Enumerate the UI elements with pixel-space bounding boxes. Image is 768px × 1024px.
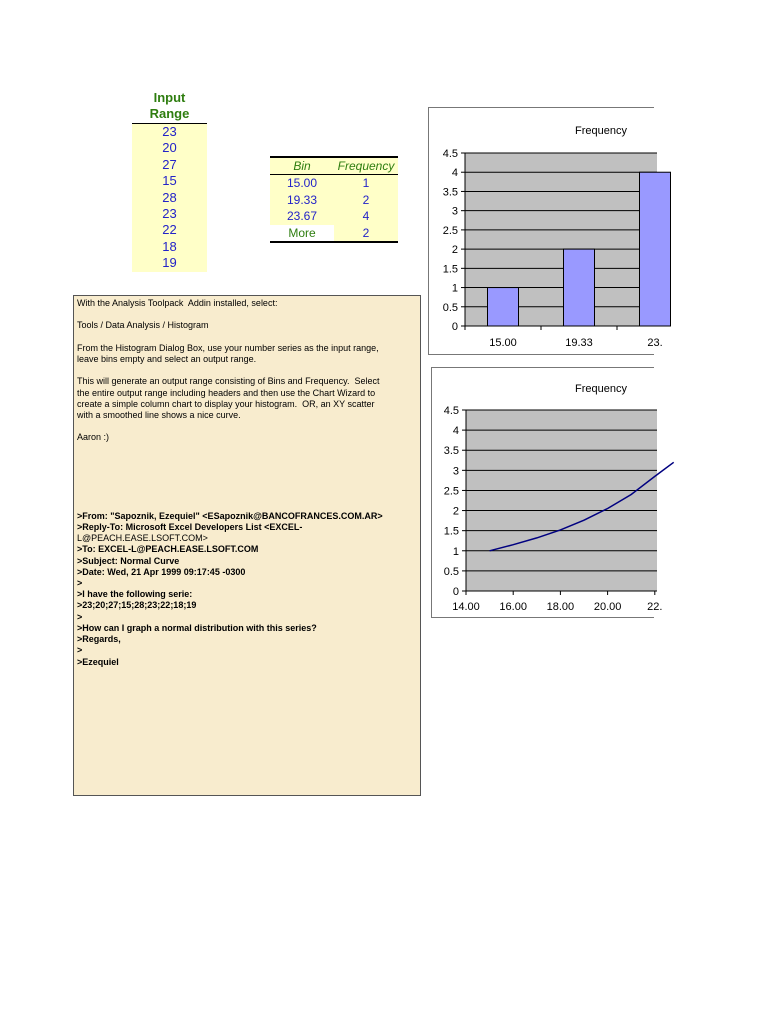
y-tick-label: 1.5 (443, 525, 459, 538)
note-line: From the Histogram Dialog Box, use your number series as the input range, (77, 342, 379, 353)
bin-cell[interactable]: 23.67 (286, 209, 318, 223)
input-cell[interactable]: 28 (162, 189, 177, 205)
y-tick-label: 3.5 (443, 445, 459, 458)
y-tick-label: 0 (451, 321, 458, 333)
note-line: >Subject: Normal Curve (77, 555, 180, 566)
y-tick-label: 0.5 (443, 565, 459, 578)
note-line: >Regards, (77, 634, 121, 645)
note-line: With the Analysis Toolpack Addin installed, select: (77, 298, 278, 308)
y-tick-label: 1 (451, 282, 458, 295)
input-range-header-line2: Range (149, 106, 190, 121)
note-line: > (77, 611, 83, 622)
histogram-bar (640, 172, 671, 326)
input-cell[interactable]: 15 (162, 173, 177, 189)
y-tick-label: 2 (451, 244, 458, 257)
y-tick-label: 2 (452, 505, 459, 518)
note-line (77, 444, 417, 455)
y-tick-label: 4.5 (442, 148, 458, 160)
bin-table-header (270, 156, 398, 175)
bin-cell[interactable]: 15.00 (286, 176, 318, 190)
note-line (77, 455, 417, 466)
x-tick-label: 19.33 (565, 337, 593, 349)
input-cell[interactable]: 19 (162, 255, 177, 271)
x-tick-label: 14.00 (452, 601, 480, 613)
line-chart-svg (432, 368, 663, 619)
frequency-line-chart[interactable] (431, 367, 663, 618)
note-line (77, 500, 417, 511)
input-range-header-line1: Input (153, 90, 186, 105)
note-line: >23;20;27;15;28;23;22;18;19 (77, 600, 197, 611)
bin-frequency-table (270, 156, 398, 243)
note-line: > (77, 578, 83, 589)
note-line: >From: "Sapoznik, Ezequiel" <ESapoznik@BANCOFRANCES.COM.AR> (77, 510, 383, 521)
x-tick-label: 20.00 (593, 601, 622, 613)
y-tick-label: 3 (452, 465, 459, 478)
histogram-chart-svg (429, 108, 663, 356)
note-line: >To: EXCEL-L@PEACH.EASE.LSOFT.COM (77, 544, 259, 555)
x-tick-label: 15.00 (489, 337, 517, 349)
x-tick-label: 16.00 (499, 601, 527, 613)
chart-title: Frequency (575, 125, 627, 137)
y-tick-label: 2.5 (443, 485, 459, 498)
note-line: > (77, 645, 83, 656)
y-tick-label: 4 (452, 425, 459, 438)
chart-title: Frequency (575, 383, 627, 395)
y-tick-label: 2.5 (442, 224, 458, 237)
input-range-header (132, 90, 207, 124)
y-tick-label: 4 (451, 167, 458, 180)
note-line: leave bins empty and select an output range. (77, 354, 257, 365)
frequency-cell[interactable]: 1 (362, 176, 370, 190)
x-tick-label: 22. (647, 601, 663, 613)
table-row (270, 208, 398, 225)
note-line (77, 466, 417, 477)
input-cell[interactable]: 18 (162, 238, 177, 254)
input-range-column (132, 90, 207, 272)
input-cell[interactable]: 22 (162, 222, 177, 238)
note-line: >Ezequiel (77, 656, 119, 667)
histogram-bar (564, 249, 595, 326)
note-line (77, 365, 417, 376)
y-tick-label: 1.5 (442, 263, 458, 276)
y-tick-label: 3.5 (442, 186, 458, 199)
input-cell[interactable]: 23 (162, 124, 177, 139)
y-tick-label: 0.5 (442, 301, 458, 314)
bin-cell[interactable]: 19.33 (286, 192, 318, 207)
y-tick-label: 0 (452, 586, 459, 598)
histogram-column-chart[interactable] (428, 107, 663, 355)
histogram-bar (488, 288, 519, 326)
input-cell[interactable]: 23 (162, 205, 177, 221)
note-line: create a simple column chart to display your histogram. OR, an XY scatter (77, 398, 375, 409)
note-line: L@PEACH.EASE.LSOFT.COM> (77, 533, 208, 544)
note-line: the entire output range including headers and then use the Chart Wizard to (77, 387, 376, 398)
input-cell[interactable]: 27 (162, 156, 177, 172)
y-tick-label: 3 (451, 205, 458, 218)
table-row (270, 192, 398, 209)
comment-note-box[interactable] (73, 295, 421, 796)
note-line: This will generate an output range consisting of Bins and Frequency. Select (77, 376, 380, 387)
note-line: >Date: Wed, 21 Apr 1999 09:17:45 -0300 (77, 566, 246, 577)
input-range-list (132, 124, 207, 272)
plot-area (466, 410, 657, 591)
note-line (77, 421, 417, 432)
table-row (270, 175, 398, 192)
note-line: with a smoothed line shows a nice curve. (77, 410, 241, 421)
table-row (270, 225, 398, 244)
y-tick-label: 1 (452, 545, 459, 558)
note-line (77, 477, 417, 488)
bin-cell[interactable]: More (270, 225, 334, 242)
note-line: >How can I graph a normal distribution with this series? (77, 622, 317, 633)
input-cell[interactable]: 20 (162, 140, 177, 156)
note-line (77, 332, 417, 343)
note-line: Aaron :) (77, 432, 110, 443)
note-line (77, 488, 417, 499)
x-tick-label: 18.00 (546, 601, 575, 613)
frequency-cell[interactable]: 4 (362, 209, 370, 223)
x-tick-label: 23. (647, 337, 663, 349)
frequency-cell[interactable]: 2 (362, 225, 370, 240)
note-line: >I have the following serie: (77, 589, 193, 600)
note-line (77, 309, 417, 320)
frequency-cell[interactable]: 2 (362, 192, 370, 207)
note-line: Tools / Data Analysis / Histogram (77, 320, 209, 331)
bin-header[interactable]: Bin (293, 159, 311, 173)
note-line: >Reply-To: Microsoft Excel Developers List <EXCEL- (77, 522, 303, 533)
y-tick-label: 4.5 (443, 405, 459, 417)
frequency-header[interactable]: Frequency (337, 159, 395, 173)
